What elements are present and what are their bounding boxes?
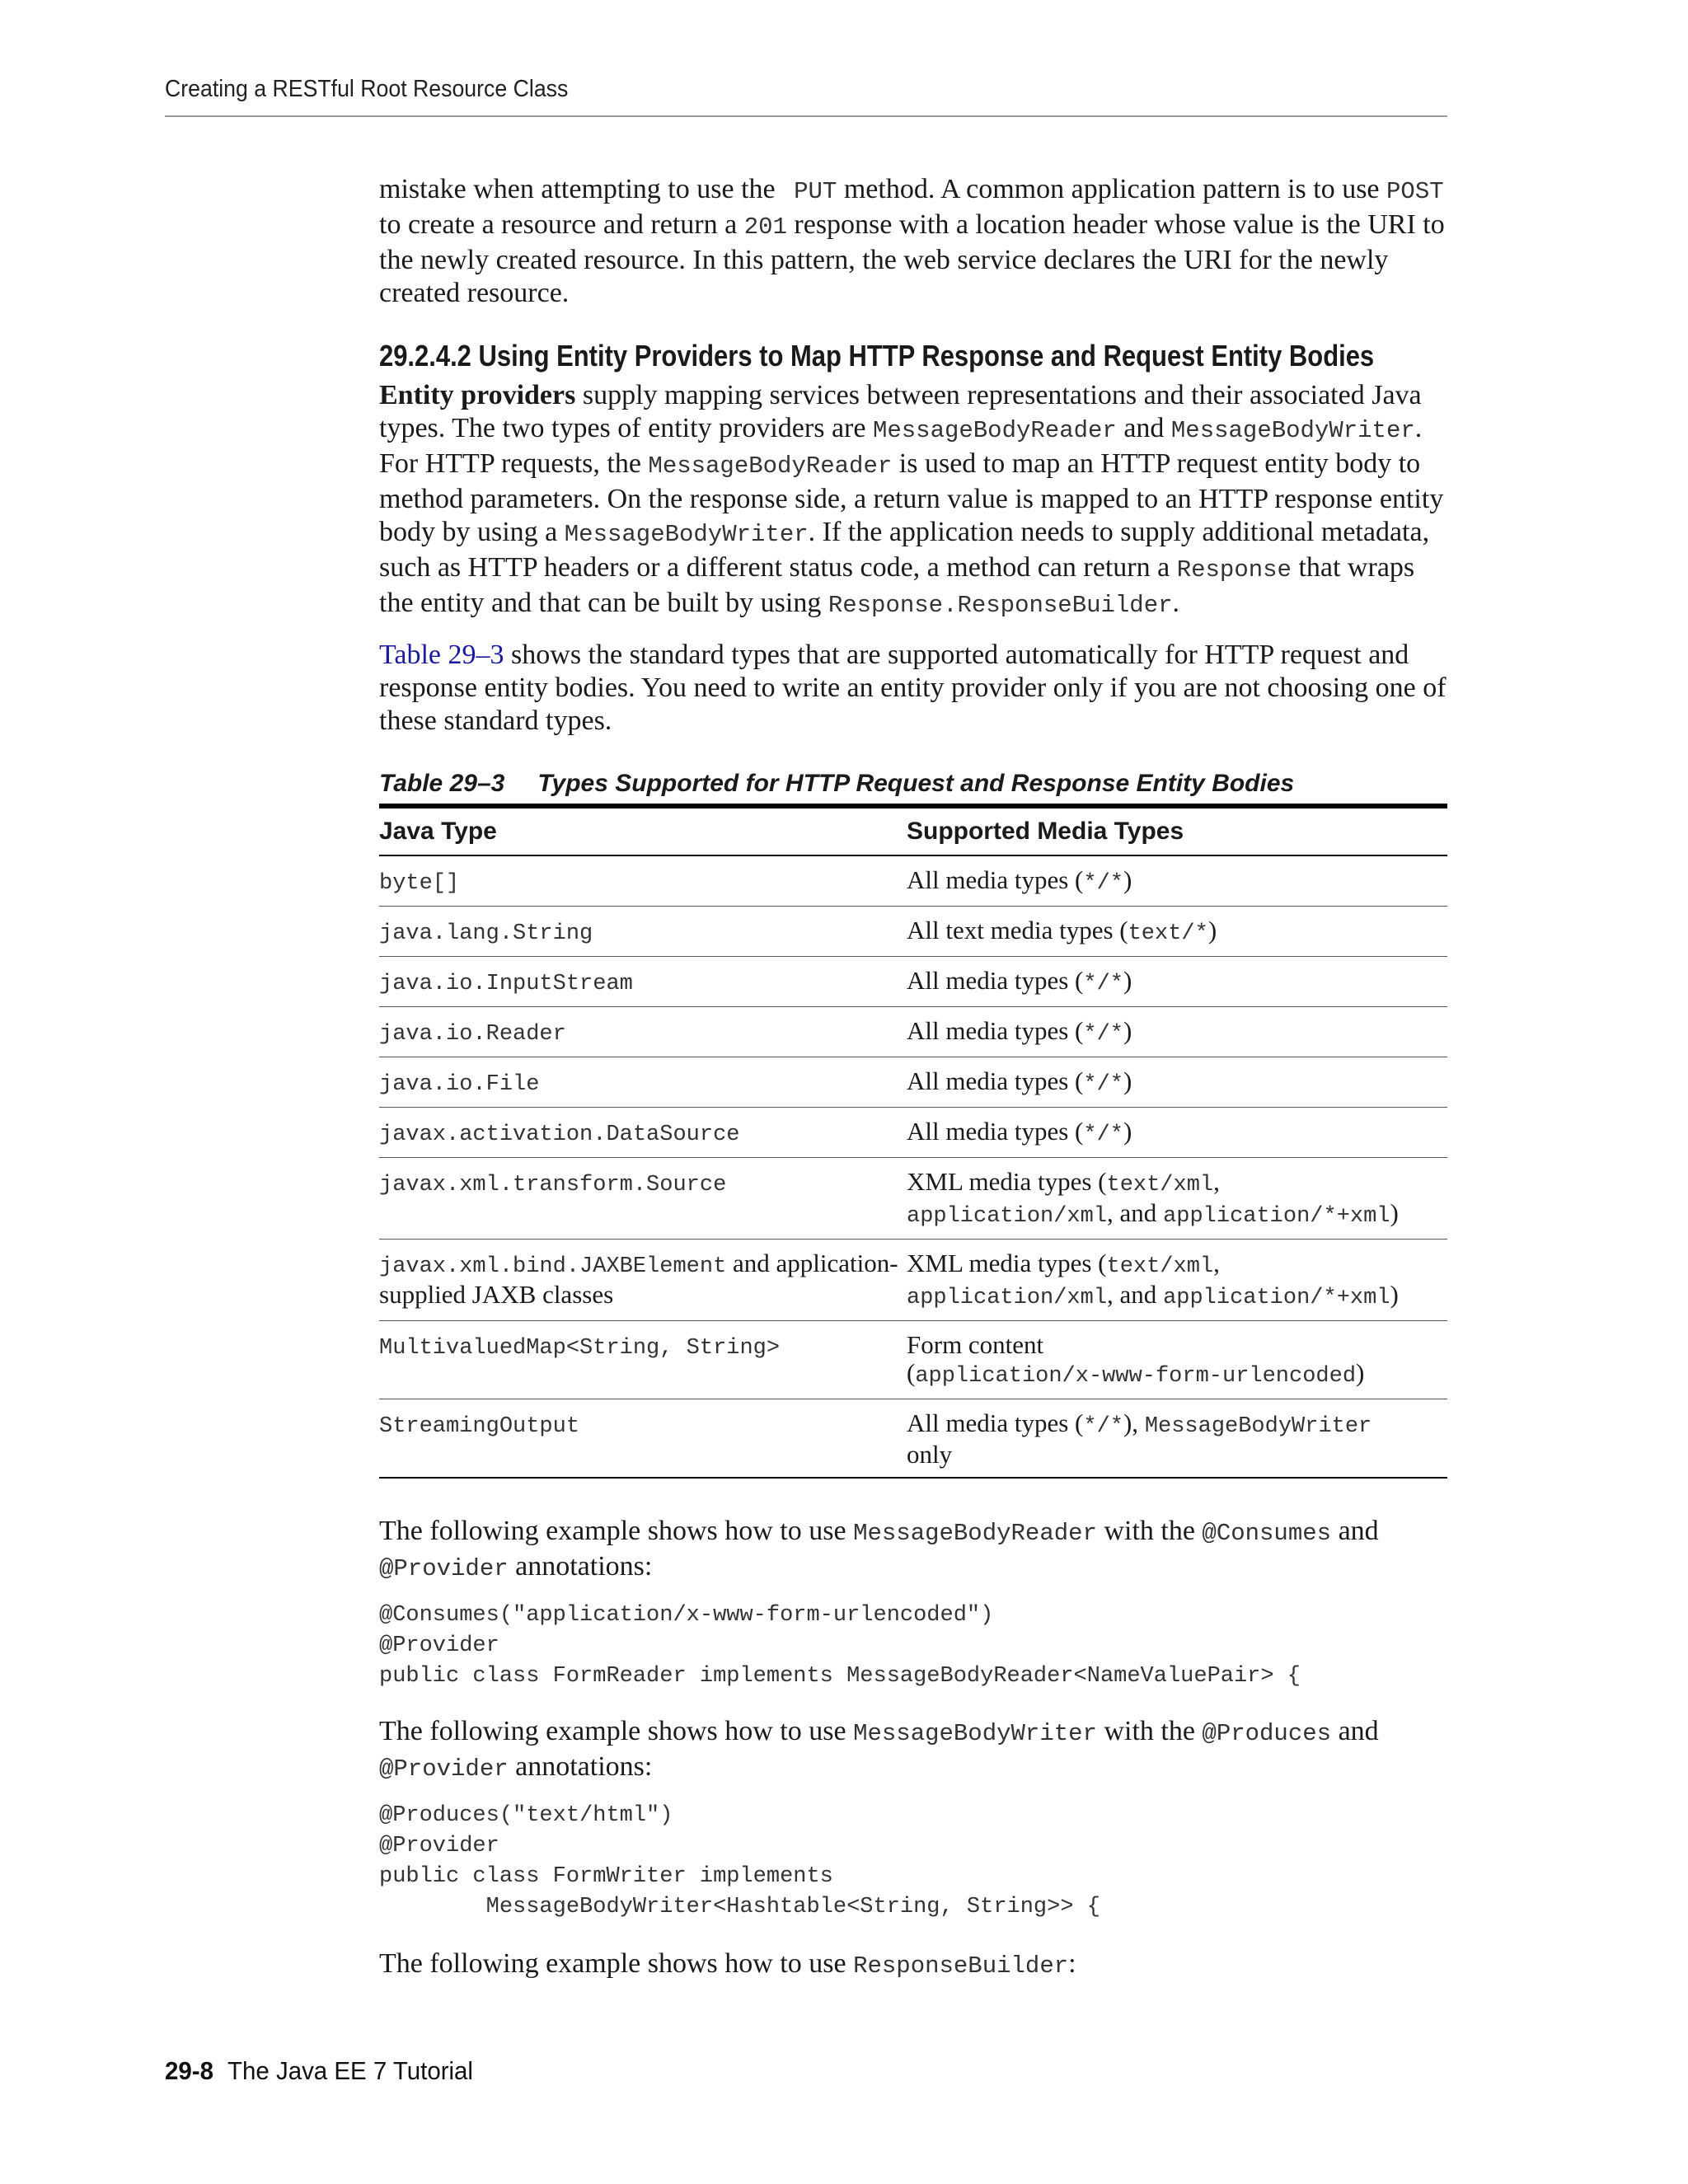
paragraph-put-method	[379, 173, 1447, 310]
code-messagebodywriter: MessageBodyWriter	[1170, 417, 1415, 444]
java-type: javax.activation.DataSource	[379, 1122, 740, 1147]
text: annotations:	[508, 1551, 653, 1582]
java-type-text: and application-supplied JAXB classes	[379, 1249, 898, 1309]
media-type-code: text/*	[1128, 921, 1208, 946]
types-table	[379, 804, 1447, 1479]
media-type-code: text/xml	[1106, 1254, 1214, 1279]
text: All media types (	[907, 1066, 1084, 1095]
java-type: byte[]	[379, 871, 460, 896]
table-row	[379, 1399, 1447, 1479]
code-inline: @Provider	[379, 1555, 509, 1582]
code-inline: @Consumes	[1202, 1520, 1332, 1547]
table-row	[379, 1240, 1447, 1321]
paragraph-table-intro	[379, 639, 1447, 738]
paragraph-writer-example	[379, 1715, 1447, 1786]
text: )	[1123, 1016, 1132, 1045]
text: XML media types (	[907, 1249, 1107, 1277]
text: with the	[1096, 1716, 1203, 1746]
code-inline: ResponseBuilder	[853, 1952, 1069, 1980]
text: method. A common application pattern is to use	[837, 174, 1387, 204]
text: annotations:	[508, 1751, 653, 1782]
column-header-media-types: Supported Media Types	[907, 806, 1447, 855]
code-messagebodyreader: MessageBodyReader	[872, 417, 1117, 444]
table-row	[379, 1108, 1447, 1158]
media-type-code: */*	[1083, 1072, 1123, 1097]
text: XML media types (	[907, 1167, 1107, 1196]
code-inline: @Produces	[1202, 1720, 1332, 1747]
page-footer	[165, 2056, 473, 2086]
java-type-cell	[379, 1399, 907, 1479]
text: )	[1356, 1358, 1365, 1387]
page-body	[379, 173, 1447, 1983]
code-put: PUT	[794, 178, 837, 205]
text: )	[1123, 1066, 1132, 1095]
media-types-cell	[907, 1057, 1447, 1108]
text: and	[1331, 1516, 1379, 1546]
media-types-cell	[907, 1240, 1447, 1321]
code-block-form-reader: @Consumes("application/x-www-form-urlencoded") @Provider public class FormReader implements MessageBodyReader<NameValuePair> {	[379, 1603, 1301, 1689]
media-type-code: application/xml	[907, 1204, 1108, 1229]
text: )	[1207, 916, 1217, 944]
paragraph-responsebuilder-example	[379, 1947, 1447, 1983]
text: All text media types (	[907, 916, 1128, 944]
table-row	[379, 1007, 1447, 1057]
text: with the	[1096, 1516, 1203, 1546]
table-caption	[379, 767, 1447, 800]
text: is used to map an HTTP request entity body to method parameters. On the response side, a return value is mapped to an HTTP response entity body by using a	[379, 448, 1444, 547]
code-post: POST	[1386, 178, 1444, 205]
media-types-cell	[907, 957, 1447, 1007]
table-link[interactable]: Table 29–3	[379, 640, 504, 670]
text: )	[1390, 1280, 1399, 1309]
media-type-code: */*	[1083, 972, 1123, 996]
media-type-code: application/*+xml	[1163, 1286, 1390, 1310]
java-type: javax.xml.transform.Source	[379, 1173, 727, 1197]
text: to create a resource and return a	[379, 209, 744, 240]
text: )	[1123, 1117, 1132, 1146]
java-type-cell	[379, 957, 907, 1007]
java-type-cell	[379, 1240, 907, 1321]
java-type: java.io.InputStream	[379, 972, 633, 996]
media-type-code: */*	[1083, 1414, 1123, 1439]
media-type-code: application/*+xml	[1163, 1204, 1390, 1229]
section-heading: 29.2.4.2 Using Entity Providers to Map HTTP Response and Request Entity Bodies	[379, 339, 1375, 373]
book-title: The Java EE 7 Tutorial	[227, 2056, 473, 2085]
media-types-cell	[907, 907, 1447, 957]
java-type-cell	[379, 907, 907, 957]
column-header-java-type: Java Type	[379, 806, 907, 855]
text: All media types (	[907, 1408, 1084, 1437]
text: All media types (	[907, 1117, 1084, 1146]
code-messagebodywriter: MessageBodyWriter	[564, 521, 809, 548]
java-type-cell	[379, 1158, 907, 1240]
text: All media types (	[907, 1016, 1084, 1045]
java-type-cell	[379, 1057, 907, 1108]
text: that wraps the entity and that can be built by using	[379, 552, 1415, 618]
text: ,	[1213, 1249, 1220, 1277]
text: All media types (	[907, 966, 1084, 995]
java-type-cell	[379, 1321, 907, 1399]
code-messagebodyreader: MessageBodyReader	[648, 452, 893, 480]
table-caption-title: Types Supported for HTTP Request and Response Entity Bodies	[537, 770, 1295, 797]
text: All media types (	[907, 865, 1084, 894]
text: (	[907, 1358, 916, 1387]
media-type-code: */*	[1083, 871, 1123, 896]
media-types-cell	[907, 1007, 1447, 1057]
text: shows the standard types that are supported automatically for HTTP request and response entity bodies. You need to write an entity provider only if you are not choosing one of these standard types.	[379, 640, 1447, 736]
text: and	[1116, 413, 1171, 443]
text: )	[1123, 966, 1132, 995]
table-row	[379, 1158, 1447, 1240]
code-201: 201	[743, 213, 787, 241]
code-block-form-writer: @Produces("text/html") @Provider public class FormWriter implements MessageBodyWriter<Hashtable<String, String>> {	[379, 1803, 1100, 1919]
table-caption-number: Table 29–3	[379, 770, 505, 797]
media-type-code: application/x-www-form-urlencoded	[915, 1364, 1357, 1389]
media-type-code: MessageBodyWriter	[1144, 1414, 1372, 1439]
text: Form content	[907, 1330, 1044, 1359]
text: and	[1331, 1716, 1379, 1746]
text: The following example shows how to use	[379, 1516, 854, 1546]
text: mistake when attempting to use the	[379, 174, 776, 204]
media-type-code: */*	[1083, 1122, 1123, 1147]
text: :	[1068, 1948, 1076, 1979]
code-response: Response	[1176, 556, 1292, 583]
text: . If the application needs to supply additional metadata, such as HTTP headers or a different status code, a method can return a	[379, 517, 1430, 583]
text: supply mapping services between representations and their associated Java types. The two types of entity providers are	[379, 380, 1422, 443]
java-type: java.io.File	[379, 1072, 540, 1097]
paragraph-reader-example	[379, 1515, 1447, 1586]
media-types-cell	[907, 855, 1447, 907]
text: , and	[1107, 1280, 1164, 1309]
table-header-row	[379, 806, 1447, 855]
java-type-cell	[379, 1108, 907, 1158]
table-row	[379, 957, 1447, 1007]
media-type-code: */*	[1083, 1022, 1123, 1047]
java-type-cell	[379, 1007, 907, 1057]
table-row	[379, 1321, 1447, 1399]
page-number: 29-8	[165, 2056, 213, 2085]
text: The following example shows how to use	[379, 1948, 854, 1979]
java-type: java.lang.String	[379, 921, 593, 946]
text: The following example shows how to use	[379, 1716, 854, 1746]
text: )	[1123, 865, 1132, 894]
java-type: MultivaluedMap<String, String>	[379, 1336, 781, 1361]
text: ,	[1213, 1167, 1220, 1196]
text: .	[1172, 588, 1180, 618]
java-type: StreamingOutput	[379, 1414, 580, 1439]
text: only	[907, 1440, 953, 1469]
media-types-cell	[907, 1158, 1447, 1240]
running-header: Creating a RESTful Root Resource Class	[165, 76, 569, 102]
text: . For HTTP requests, the	[379, 413, 1423, 479]
media-types-cell	[907, 1399, 1447, 1479]
java-type: java.io.Reader	[379, 1022, 566, 1047]
paragraph-entity-providers	[379, 379, 1447, 622]
table-row	[379, 1057, 1447, 1108]
media-types-cell	[907, 1321, 1447, 1399]
bold-term: Entity providers	[379, 380, 576, 410]
media-type-code: application/xml	[907, 1286, 1108, 1310]
code-inline: @Provider	[379, 1755, 509, 1783]
table-row	[379, 855, 1447, 907]
media-types-cell	[907, 1108, 1447, 1158]
code-inline: MessageBodyReader	[853, 1520, 1097, 1547]
media-type-code: text/xml	[1106, 1173, 1214, 1197]
text: , and	[1107, 1198, 1164, 1227]
table-row	[379, 907, 1447, 957]
java-type-cell	[379, 855, 907, 907]
text: response with a location header whose value is the URI to the newly created resource. In this pattern, the web service declares the URI for the newly created resource.	[379, 209, 1445, 308]
header-rule	[165, 115, 1447, 117]
text: )	[1390, 1198, 1399, 1227]
code-responsebuilder: Response.ResponseBuilder	[828, 592, 1173, 619]
code-inline: MessageBodyWriter	[853, 1720, 1097, 1747]
text: ),	[1123, 1408, 1145, 1437]
java-type: javax.xml.bind.JAXBElement	[379, 1254, 727, 1279]
